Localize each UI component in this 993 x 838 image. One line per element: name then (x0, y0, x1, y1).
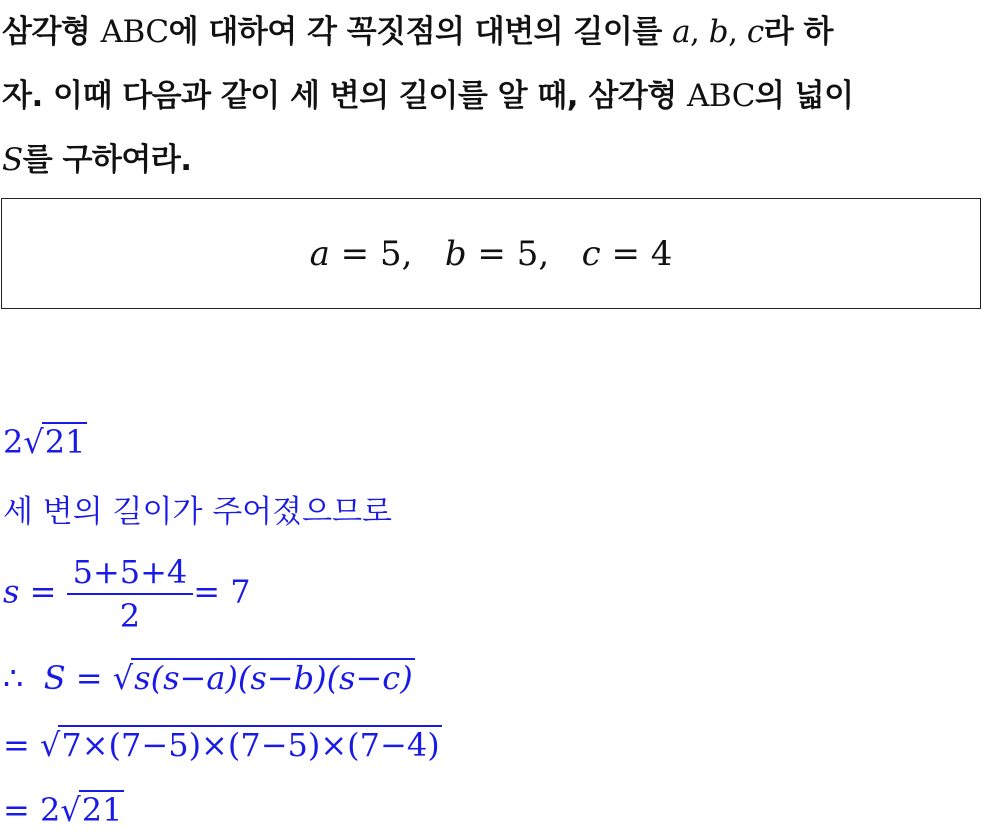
heron-radicand: s(s−a)(s−b)(s−c) (131, 658, 415, 697)
fraction-denominator: 2 (119, 597, 141, 635)
text-segment: 에 대하여 각 꼭짓점의 대변의 길이를 (168, 14, 673, 50)
final-radicand: 21 (79, 790, 125, 829)
value-a: 5 (379, 233, 402, 274)
var-S: S (2, 142, 23, 178)
given-b: b = 5, (444, 233, 582, 274)
given-c: c = 4 (581, 233, 673, 274)
sqrt: √21 (60, 791, 123, 829)
var-a: a (309, 233, 330, 274)
triangle-name: ABC (686, 78, 755, 114)
comma: , (728, 14, 747, 50)
final-coefficient: 2 (39, 791, 61, 829)
substitution-line: = √7×(7−5)×(7−5)×(7−4) (3, 726, 440, 764)
text-segment: 라 하 (763, 14, 833, 50)
triangle-name: ABC (100, 14, 169, 50)
var-S: S (43, 659, 66, 697)
substitution-radicand: 7×(7−5)×(7−5)×(7−4) (58, 725, 441, 764)
text-segment: 자. 이때 다음과 같이 세 변의 길이를 알 때, 삼각형 (2, 78, 687, 114)
s-result: 7 (230, 572, 251, 611)
given-values-box (1, 198, 981, 309)
sqrt: √7×(7−5)×(7−5)×(7−4) (39, 726, 440, 764)
value-b: 5 (516, 233, 539, 274)
fraction (67, 553, 194, 635)
text-segment: 의 넓이 (754, 78, 854, 114)
given-a: a = 5, (309, 233, 445, 274)
var-s: s (3, 572, 20, 611)
therefore-symbol: ∴ (3, 659, 24, 697)
var-a: a (672, 14, 691, 50)
fraction-numerator: 5+5+4 (67, 553, 194, 595)
var-b: b (444, 233, 467, 274)
answer-coefficient: 2 (3, 423, 24, 461)
answer-radicand: 21 (42, 422, 88, 461)
value-c: 4 (650, 233, 673, 274)
problem-statement (2, 0, 990, 192)
solution-reason: 세 변의 길이가 주어졌으므로 (3, 494, 392, 530)
semi-perimeter-line: s = $\frac{5+5+4}{2}$ = 7 (3, 553, 251, 635)
heron-formula-line: ∴ S = √s(s−a)(s−b)(s−c) (3, 659, 413, 697)
sqrt: √s(s−a)(s−b)(s−c) (112, 659, 413, 697)
problem-line-3 (2, 128, 990, 192)
var-c: c (581, 233, 601, 274)
problem-line-1 (2, 0, 990, 64)
var-b: b (708, 14, 729, 50)
sqrt: √21 (23, 423, 86, 461)
problem-line-2 (2, 64, 990, 128)
final-answer-line: = 2√21 (3, 791, 123, 829)
var-c: c (746, 14, 764, 50)
comma: , (690, 14, 709, 50)
text-segment: 삼각형 (2, 14, 101, 50)
answer (3, 422, 87, 461)
text-segment: 를 구하여라. (22, 142, 192, 178)
